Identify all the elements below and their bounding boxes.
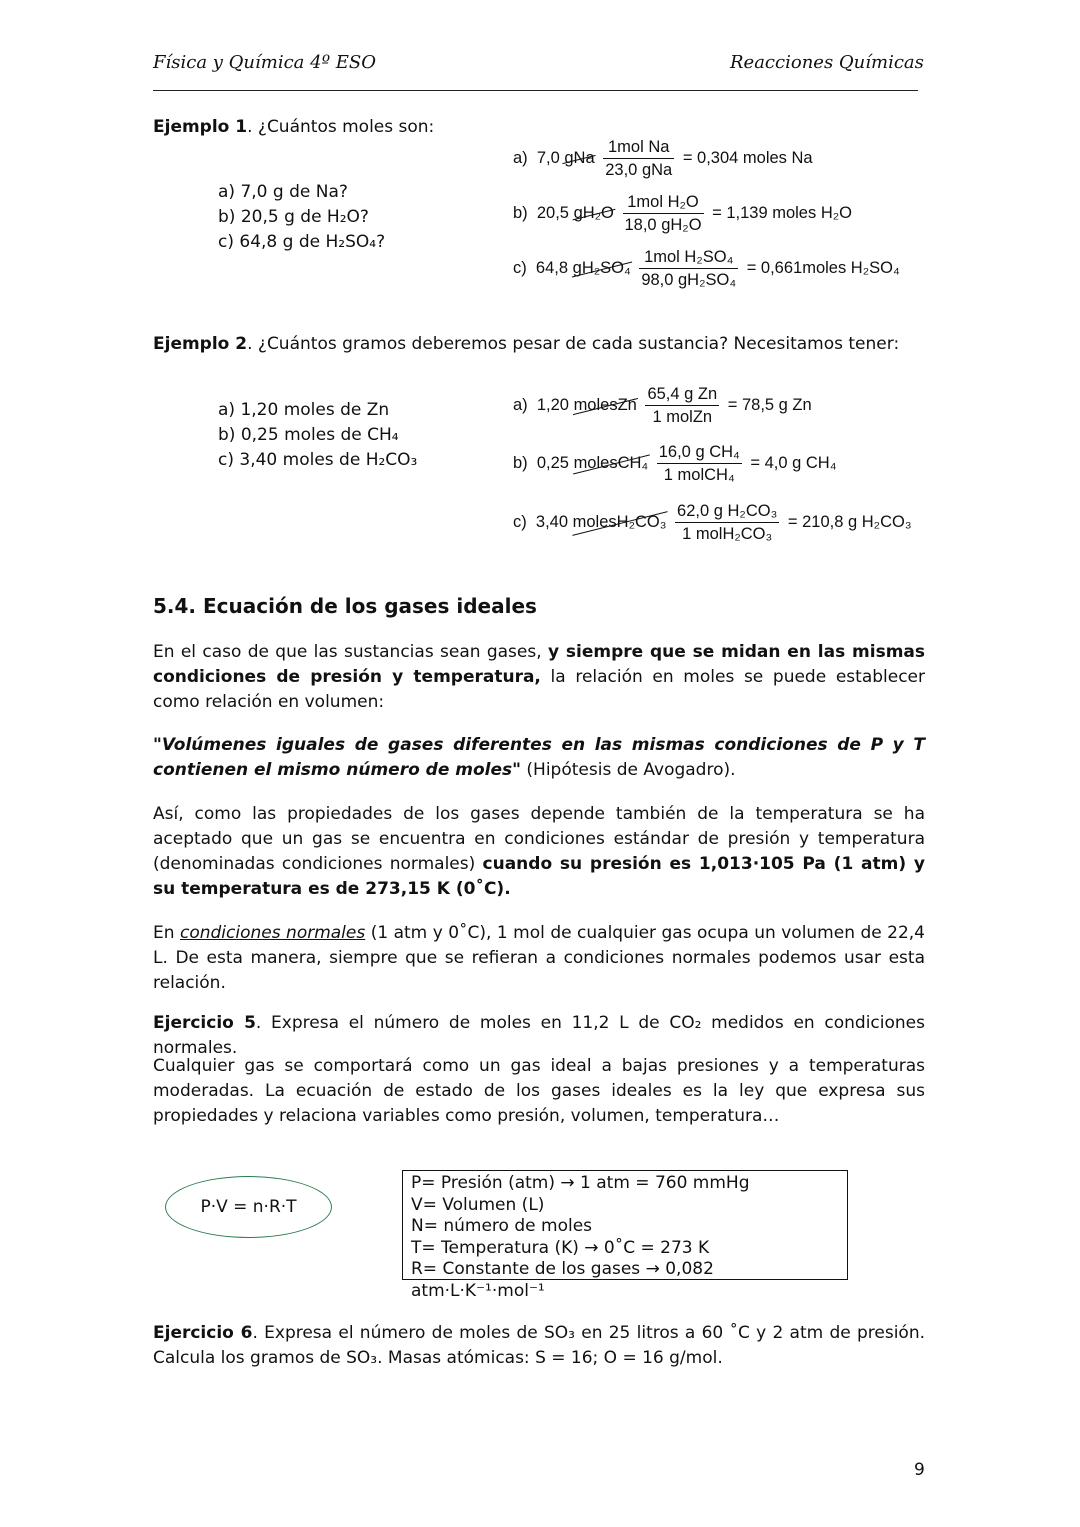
calc-fraction [623,191,704,236]
calc-denominator: 1 molZn [652,408,713,426]
ejemplo1-question: . ¿Cuántos moles son: [247,117,435,137]
calc-numerator: 16,0 g CH₄ [657,441,742,464]
ideal-gas-formula: P·V = n·R·T [165,1176,332,1238]
paragraph-text: En [153,923,180,943]
calc-denominator: 98,0 gH₂SO₄ [641,271,737,289]
calc-fraction [603,136,674,181]
avogadro-quote [153,733,925,783]
ejemplo1-heading [153,117,434,137]
paragraph-text: Así, como las propiedades de los gases depende también de la temperatura se ha aceptado que un gas se encuentra en condiciones estándar de presión y temperatura (denominadas condiciones normales) [153,804,925,874]
calc-unit: gNa [564,148,595,167]
ejercicio6-text: . Expresa el número de moles de SO₃ en 25 litros a 60 ˚C y 2 atm de presión. Calcula los gramos de SO₃. Masas atómicas: S = 16; O = 16 g/mol. [153,1323,926,1368]
legend-item: R= Constante de los gases → 0,082 atm·L·K⁻¹·mol⁻¹ [411,1259,714,1301]
ejercicio6-title: Ejercicio 6 [153,1323,253,1343]
ejemplo1-list [218,180,385,255]
paragraph-gases [153,640,925,715]
calc-fraction [639,246,738,291]
calc-qty: 1,20 [536,395,569,414]
section-title: 5.4. Ecuación de los gases ideales [153,594,537,618]
paragraph-bold: cuando su presión es 1,013·105 Pa (1 atm) y su temperatura es de 273,15 K (0˚C). [153,854,925,899]
calc-result: = 78,5 g Zn [727,395,812,414]
condiciones-normales-link: condiciones normales [179,923,366,943]
calc-fraction [675,500,779,545]
header-chapter: Reacciones Químicas [730,52,924,73]
calc-label: c) [513,512,527,531]
ejercicio6 [153,1321,925,1371]
ejemplo2-calc-c [513,500,912,545]
ejemplo2-title: Ejemplo 2 [153,334,248,354]
paragraph-cn [153,921,925,996]
calc-label: b) [513,203,528,222]
legend-item: N= número de moles [411,1216,593,1236]
list-item: b) 0,25 moles de CH₄ [218,425,399,445]
ejemplo2-calc-a [513,383,812,428]
calc-unit: molesZn [573,395,637,414]
paragraph-text: la relación en moles se puede establecer como relación en volumen: [153,667,925,712]
quote-reference: (Hipótesis de Avogadro). [521,760,736,780]
calc-qty: 64,8 [535,258,569,277]
calc-qty: 7,0 [536,148,560,167]
ejemplo2-calc-b [513,441,836,486]
calc-numerator: 1mol H₂SO₄ [639,246,738,269]
ejemplo1-calc-a [513,136,813,181]
calc-result: = 4,0 g CH₄ [750,453,837,472]
quote-text: "Volúmenes iguales de gases diferentes en las mismas condiciones de P y T contienen el mismo número de moles" [153,735,925,780]
calc-numerator: 65,4 g Zn [645,383,719,406]
list-item: c) 3,40 moles de H₂CO₃ [218,450,418,470]
calc-unit: molesH₂CO₃ [572,512,667,531]
ejemplo2-list [218,398,417,473]
calc-unit: gH₂O [573,203,614,222]
legend-item: V= Volumen (L) [411,1194,545,1215]
ejemplo1-calc-b [513,191,852,236]
calc-denominator: 23,0 gNa [605,161,673,179]
list-item: a) 1,20 moles de Zn [218,400,390,420]
list-item: b) 20,5 g de H₂O? [218,207,369,227]
page-number: 9 [914,1460,925,1480]
calc-numerator: 1mol Na [603,136,674,159]
list-item: a) 7,0 g de Na? [218,182,348,202]
paragraph-condiciones [153,802,925,902]
calc-label: b) [513,453,528,472]
calc-numerator: 62,0 g H₂CO₃ [675,500,779,523]
paragraph-text: (1 atm y 0˚C), 1 mol de cualquier gas ocupa un volumen de 22,4 L. De esta manera, siempre que se refieran a condiciones normales podemos usar esta relación. [153,923,926,993]
paragraph-text: En el caso de que las sustancias sean gases, [153,642,548,662]
variables-legend [402,1170,848,1301]
ejercicio5-text: . Expresa el número de moles en 11,2 L de CO₂ medidos en condiciones normales. [153,1013,925,1058]
calc-result: = 0,304 moles Na [682,148,813,167]
ejercicio5-title: Ejercicio 5 [153,1013,256,1033]
calc-fraction [657,441,742,486]
calc-qty: 0,25 [536,453,569,472]
calc-label: a) [513,395,528,414]
calc-denominator: 1 molCH₄ [663,466,735,484]
legend-item: P= Presión (atm) → 1 atm = 760 mmHg [411,1173,750,1193]
calc-result: = 1,139 moles H₂O [712,203,852,222]
paragraph-ideal-gas: Cualquier gas se comportará como un gas ideal a bajas presiones y a temperaturas moderadas. La ecuación de estado de los gases ideales es la ley que expresa sus propiedades y relaciona variables como presión, volumen, temperatura… [153,1056,925,1126]
calc-numerator: 1mol H₂O [623,191,704,214]
ejemplo1-title: Ejemplo 1 [153,117,248,137]
calc-denominator: 18,0 gH₂O [624,216,702,234]
calc-qty: 3,40 [535,512,569,531]
calc-result: = 210,8 g H₂CO₃ [787,512,912,531]
legend-item: T= Temperatura (K) → 0˚C = 273 K [411,1237,710,1258]
calc-denominator: 1 molH₂CO₃ [682,525,773,543]
ejemplo1-calc-c [513,246,900,291]
calc-fraction [645,383,719,428]
ejemplo2-heading [153,334,899,354]
header-subject: Física y Química 4º ESO [153,52,376,73]
header-rule [153,90,918,91]
calc-label: a) [513,148,528,167]
calc-result: = 0,661moles H₂SO₄ [746,258,900,277]
calc-qty: 20,5 [536,203,569,222]
list-item: c) 64,8 g de H₂SO₄? [218,232,386,252]
paragraph-bold: y siempre que se midan en las mismas condiciones de presión y temperatura, [153,642,925,687]
calc-unit: gH₂SO₄ [572,258,631,277]
calc-unit: molesCH₄ [573,453,649,472]
ejemplo2-question: . ¿Cuántos gramos deberemos pesar de cada sustancia? Necesitamos tener: [247,334,900,354]
calc-label: c) [513,258,527,277]
